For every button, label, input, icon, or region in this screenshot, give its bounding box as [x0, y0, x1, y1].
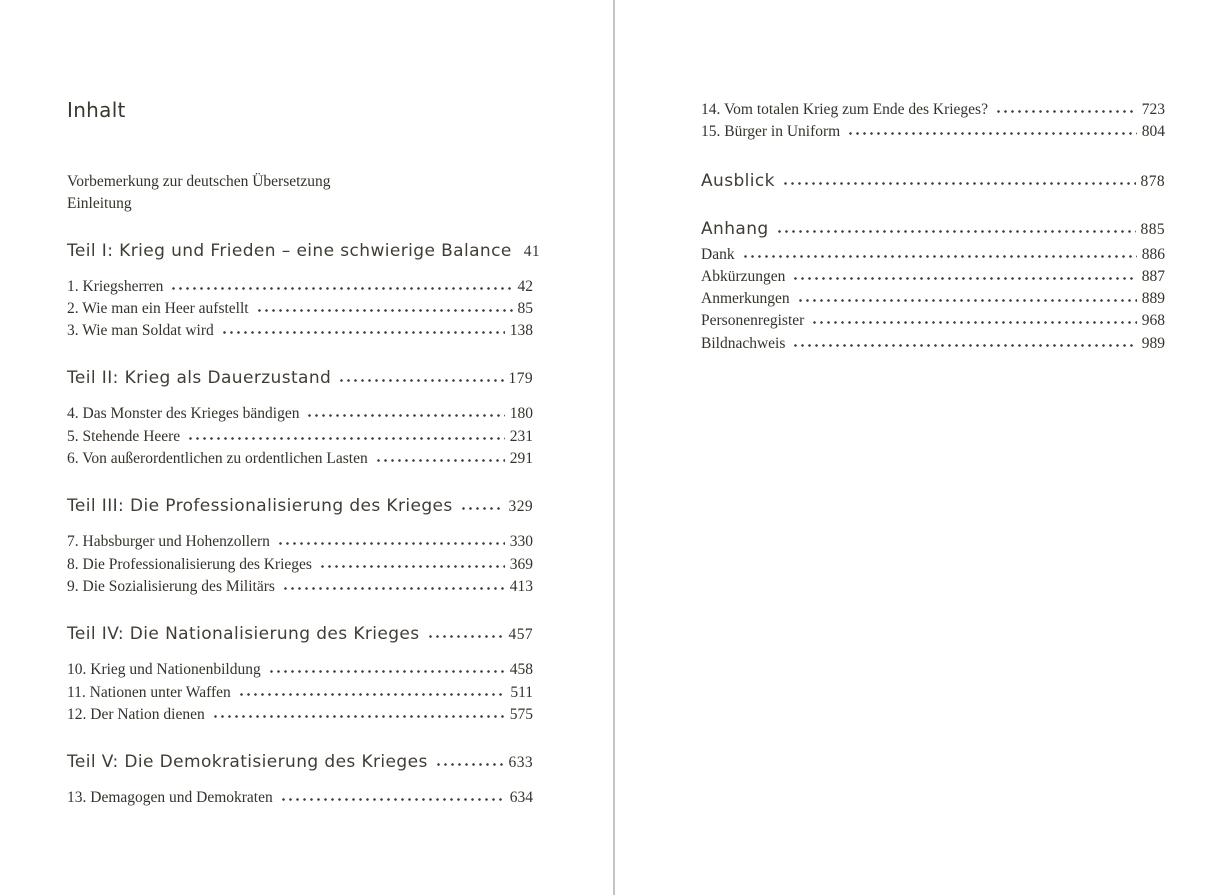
- page-gutter-divider: [613, 0, 615, 895]
- page-number: 878: [1140, 172, 1165, 190]
- dot-leader: [792, 276, 1136, 281]
- toc-entry-label: 14. Vom totalen Krieg zum Ende des Krieges?: [701, 101, 988, 118]
- toc-entry: [67, 426, 533, 448]
- page-number: 885: [1140, 220, 1165, 238]
- dot-leader: [797, 298, 1137, 303]
- page-number: 634: [509, 789, 533, 807]
- dot-leader: [170, 286, 512, 291]
- toc-entry: [701, 121, 1165, 143]
- part-heading-label: Teil IV: Die Nationalisierung des Krieges: [67, 624, 420, 645]
- section-heading-label: Anhang: [701, 218, 769, 239]
- part-entries: [67, 276, 533, 343]
- page-number: 968: [1141, 312, 1165, 330]
- dot-leader: [995, 109, 1137, 114]
- toc-entry-label: 2. Wie man ein Heer aufstellt: [67, 299, 249, 317]
- toc-entry: [67, 171, 533, 193]
- toc-entry: [701, 99, 1165, 121]
- page-number: 85: [517, 299, 533, 317]
- back-matter-entries: [701, 244, 1165, 355]
- toc-entry-label: Personenregister: [701, 312, 805, 330]
- part-heading-row: [67, 239, 541, 264]
- toc-entry: [67, 448, 533, 470]
- toc-part: [67, 239, 541, 343]
- page-number: 231: [509, 427, 533, 445]
- dot-leader: [435, 762, 504, 767]
- toc-entry-label: Dank: [701, 245, 735, 263]
- dot-leader: [212, 714, 505, 719]
- page-number: 330: [509, 533, 533, 551]
- dot-leader: [338, 378, 503, 383]
- toc-entry: [67, 659, 533, 681]
- dot-leader: [282, 586, 505, 591]
- toc-entry: [67, 682, 533, 704]
- dot-leader: [792, 343, 1136, 348]
- dot-leader: [268, 669, 505, 674]
- toc-entry: [67, 298, 533, 320]
- page-number: 291: [509, 450, 533, 468]
- part-heading-label: Teil V: Die Demokratisierung des Krieges: [67, 752, 428, 773]
- part-heading-row: [67, 366, 533, 391]
- toc-entry-label: 10. Krieg und Nationenbildung: [67, 661, 261, 679]
- page-number: 633: [508, 754, 533, 772]
- dot-leader: [847, 131, 1137, 136]
- toc-entry-label: Vorbemerkung zur deutschen Übersetzung: [67, 173, 331, 190]
- part-entries: [67, 531, 533, 598]
- toc-entry-label: 13. Demagogen und Demokraten: [67, 789, 273, 807]
- dot-leader: [811, 320, 1136, 325]
- dot-leader: [427, 634, 504, 639]
- dot-leader: [280, 797, 505, 802]
- dot-leader: [187, 436, 505, 441]
- page-number: 511: [510, 683, 533, 701]
- preliminaries-block: [67, 171, 533, 215]
- part-heading-label: Teil II: Krieg als Dauerzustand: [67, 368, 332, 389]
- page-number: 804: [1141, 123, 1165, 141]
- toc-entry: [67, 704, 533, 726]
- toc-entry-label: 9. Die Sozialisierung des Militärs: [67, 577, 275, 595]
- toc-entry-label: Abkürzungen: [701, 267, 786, 285]
- page-number: 989: [1141, 334, 1165, 352]
- page-number: 329: [508, 498, 533, 516]
- toc-entry: [67, 554, 533, 576]
- page-number: 369: [509, 555, 533, 573]
- toc-entry: [67, 403, 533, 425]
- dot-leader: [221, 330, 505, 335]
- part-entries: [67, 403, 533, 470]
- part-heading-label: Teil I: Krieg und Frieden – eine schwierige Balance: [67, 240, 512, 261]
- toc-entry-label: 6. Von außerordentlichen zu ordentlichen Lasten: [67, 450, 368, 468]
- toc-part: [67, 750, 533, 809]
- dot-leader: [277, 541, 505, 546]
- page-number: 138: [509, 322, 533, 340]
- toc-entry: [701, 310, 1165, 332]
- page-number: 179: [508, 370, 533, 388]
- toc-entry-label: 11. Nationen unter Waffen: [67, 683, 231, 701]
- page-number: 457: [508, 626, 533, 644]
- toc-entry-label: Bildnachweis: [701, 334, 786, 352]
- dot-leader: [776, 229, 1136, 234]
- toc-page-right: [701, 0, 1165, 355]
- section-heading-label: Ausblick: [701, 170, 775, 191]
- page-number: 886: [1141, 245, 1165, 263]
- part-heading-row: [67, 494, 533, 519]
- toc-part: [67, 622, 533, 726]
- toc-part: [67, 494, 533, 598]
- page-number: 887: [1141, 267, 1165, 285]
- toc-entry-label: 15. Bürger in Uniform: [701, 123, 841, 141]
- toc-entry: [67, 531, 533, 553]
- part-heading-row: [67, 750, 533, 775]
- part-entries: [67, 787, 533, 809]
- toc-entry: [701, 244, 1165, 266]
- toc-entry-label: 12. Der Nation dienen: [67, 705, 205, 723]
- part-entries: [67, 659, 533, 726]
- toc-entry: [701, 333, 1165, 355]
- dot-leader: [238, 692, 506, 697]
- part-heading-row: [67, 622, 533, 647]
- dot-leader: [306, 413, 504, 418]
- part-heading-label: Teil III: Die Professionalisierung des Krieges: [67, 496, 453, 517]
- dot-leader: [319, 564, 505, 569]
- page-number: 413: [509, 577, 533, 595]
- toc-page-left: [67, 0, 541, 809]
- toc-entry-label: 8. Die Professionalisierung des Krieges: [67, 555, 312, 573]
- toc-entry-label: 7. Habsburger und Hohenzollern: [67, 533, 270, 551]
- page-number: 575: [509, 705, 533, 723]
- page-number: 458: [509, 661, 533, 679]
- toc-entry: [67, 576, 533, 598]
- toc-entry: [67, 193, 533, 215]
- toc-entry-label: Anmerkungen: [701, 290, 790, 308]
- toc-entry: [701, 266, 1165, 288]
- ausblick-heading-row: [701, 169, 1165, 194]
- page-number: 889: [1141, 290, 1165, 308]
- toc-entry: [67, 276, 533, 298]
- page-number: 41: [523, 242, 541, 260]
- page-number: 42: [517, 277, 533, 295]
- toc-entry: [701, 288, 1165, 310]
- continued-entries: [701, 99, 1165, 144]
- dot-leader: [782, 181, 1136, 186]
- toc-part: [67, 366, 533, 470]
- dot-leader: [375, 458, 505, 463]
- toc-entry: [67, 787, 533, 809]
- page-title: Inhalt: [67, 98, 126, 122]
- toc-entry-label: 5. Stehende Heere: [67, 427, 181, 445]
- dot-leader: [460, 506, 504, 511]
- toc-entry-label: 1. Kriegsherren: [67, 277, 164, 295]
- page-number: 180: [509, 405, 533, 423]
- anhang-heading-row: [701, 217, 1165, 242]
- toc-entry-label: 4. Das Monster des Krieges bändigen: [67, 405, 300, 423]
- page-number: 723: [1141, 101, 1165, 118]
- dot-leader: [256, 308, 513, 313]
- dot-leader: [742, 254, 1137, 259]
- toc-entry-label: Einleitung: [67, 194, 132, 212]
- toc-entry-label: 3. Wie man Soldat wird: [67, 322, 214, 340]
- toc-entry: [67, 320, 533, 342]
